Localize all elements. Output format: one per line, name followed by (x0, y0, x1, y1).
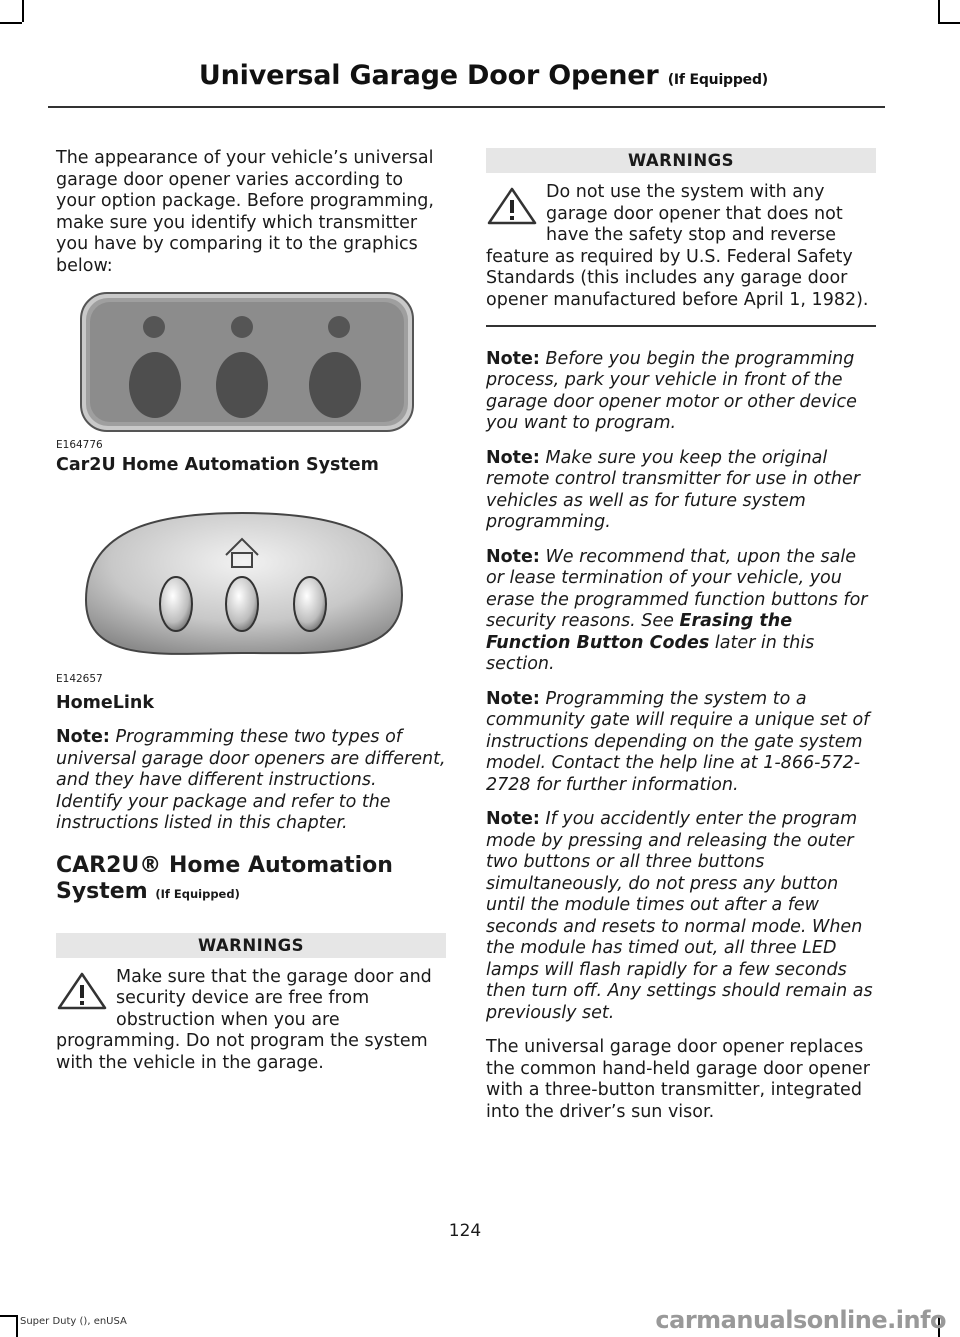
note-paragraph (486, 448, 876, 534)
warning-text: Do not use the system with any garage door opener that does not have the safety stop and reverse feature as required by U.S. Federal Safety Standards (this includes any garage door opener manufactured before April 1, 1982). (486, 182, 869, 310)
note-text: If you accidently enter the program mode by pressing and releasing the outer two buttons or all three buttons simultaneously, do not press any button until the module times out after a few seconds and resets to normal mode. When the module has timed out, all three LED lamps will flash rapidly for a few seconds then turn off. Any settings should remain as previously set. (486, 809, 873, 1023)
car2u-figure (56, 291, 446, 451)
page-title (199, 60, 768, 91)
warning-box (486, 148, 876, 327)
warning-text: Make sure that the garage door and security device are free from obstruction when you are programming. Do not program the system with the vehicle in the garage. (56, 966, 432, 1073)
note-text: Programming the system to a community gate will require a unique set of instructions depending on the gate system model. Contact the help line at 1-866-572-2728 for further information. (486, 688, 870, 795)
warning-header: WARNINGS (486, 148, 876, 173)
crop-mark (0, 22, 22, 24)
figure-code: E164776 (56, 439, 103, 451)
section-heading (56, 853, 446, 907)
title-divider (48, 106, 885, 108)
warning-header: WARNINGS (56, 933, 446, 958)
crop-mark (0, 1315, 16, 1317)
warning-triangle-icon (486, 186, 538, 226)
crop-mark (938, 0, 940, 22)
note-text: Before you begin the programming process, park your vehicle in front of the garage door opener motor or other device you want to program. (486, 348, 857, 433)
figure-caption: Car2U Home Automation System (56, 455, 379, 475)
car2u-transmitter-image (56, 291, 446, 451)
warning-body (56, 967, 446, 1075)
right-column (486, 148, 876, 1137)
crop-mark (16, 1315, 18, 1337)
left-column (56, 148, 446, 1074)
crop-mark (938, 22, 960, 24)
note-text: We recommend that, upon the sale or lease termination of your vehicle, you erase the programmed function buttons for security reasons. See (486, 546, 868, 631)
closing-paragraph: The universal garage door opener replaces the common hand-held garage door opener with a three-button transmitter, integrated into the driver’s sun visor. (486, 1037, 870, 1122)
crop-mark (22, 0, 24, 22)
note-label: Note: (486, 348, 540, 369)
watermark: carmanualsonline.info (655, 1306, 946, 1334)
note-text: later in this section. (486, 632, 815, 674)
note-paragraph (486, 809, 876, 1024)
section-heading-text: CAR2U® Home Automation System (56, 852, 393, 904)
figure-code: E142657 (56, 673, 103, 685)
figure-caption: HomeLink (56, 693, 155, 713)
note-paragraph (486, 547, 876, 676)
warning-divider (486, 325, 876, 327)
note-text: Make sure you keep the original remote control transmitter for use in other vehicles as well as for future system programming. (486, 447, 860, 532)
page-number: 124 (448, 1221, 482, 1241)
note-label: Note: (56, 727, 110, 747)
intro-paragraph: The appearance of your vehicle’s universal garage door opener varies according to your option package. Before programming, make sure you identify which transmitter you have by comparing it to the graphics below: (56, 148, 434, 276)
note-paragraph (486, 689, 876, 797)
note-label: Note: (486, 688, 540, 709)
section-heading-suffix: (If Equipped) (155, 886, 240, 901)
page-title-suffix: (If Equipped) (667, 72, 768, 88)
note-label: Note: (486, 447, 540, 468)
note-label: Note: (486, 546, 540, 567)
warning-triangle-icon (56, 971, 108, 1011)
warning-box (56, 933, 446, 1075)
note-paragraph (486, 349, 876, 435)
note-label: Note: (486, 809, 540, 829)
footer-text: Super Duty (), enUSA (20, 1316, 127, 1327)
homelink-transmitter-image (56, 505, 446, 685)
warning-body (486, 182, 876, 311)
note-paragraph (56, 727, 446, 835)
cross-reference-link[interactable]: Erasing the Function Button Codes (486, 611, 793, 653)
note-text: Programming these two types of universal garage door openers are different, and they have different instructions. Identify your package and refer to the instructions listed in this chapter. (56, 727, 446, 833)
page-title-text: Universal Garage Door Opener (198, 60, 659, 91)
homelink-figure (56, 505, 446, 685)
